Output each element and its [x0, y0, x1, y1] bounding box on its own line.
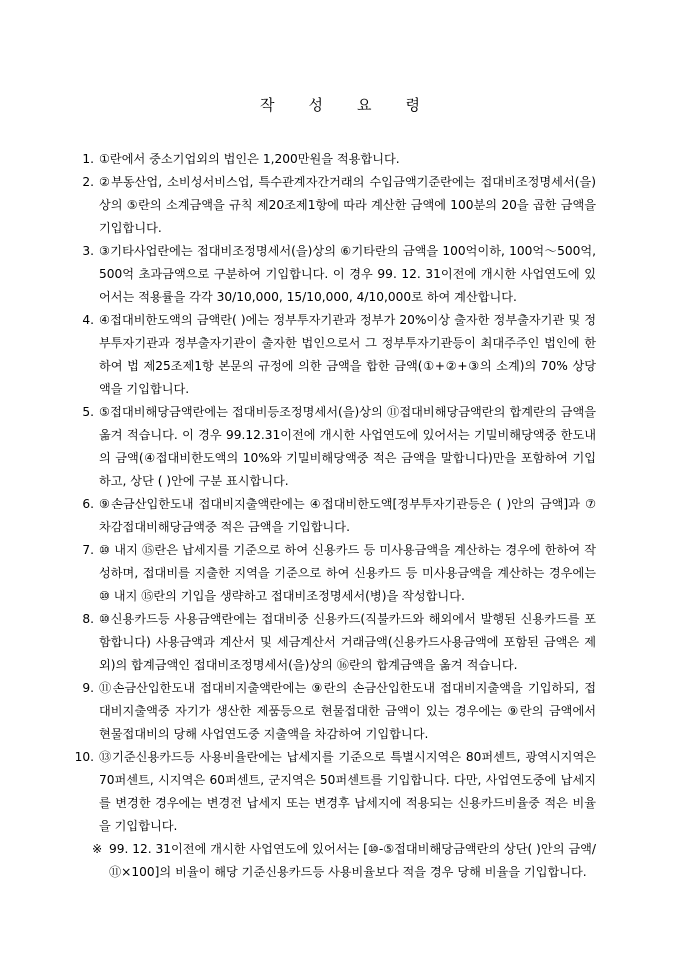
- list-item: [0, 493, 596, 539]
- list-item: [0, 539, 596, 608]
- title-char: 요: [357, 96, 372, 114]
- instruction-list: [0, 148, 680, 884]
- item-number: 7.: [82, 543, 94, 557]
- note-mark: ※: [92, 842, 103, 856]
- item-number: 3.: [82, 244, 94, 258]
- list-item: [0, 148, 596, 171]
- list-item: [0, 677, 596, 746]
- item-text: ⑨손금산입한도내 접대비지출액란에는 ④접대비한도액[정부투자기관등은 ( )안의 금액]과 ⑦차감접대비해당금액중 적은 금액을 기입합니다.: [99, 497, 596, 534]
- list-item: [0, 608, 596, 677]
- list-item: [0, 401, 596, 493]
- item-number: 8.: [82, 612, 94, 626]
- title-char: 성: [308, 96, 323, 114]
- page-title: [0, 94, 680, 115]
- item-text: ①란에서 중소기업외의 법인은 1,200만원을 적용합니다.: [99, 152, 400, 166]
- item-number: 10.: [74, 750, 94, 764]
- list-item: [0, 240, 596, 309]
- item-text: ⑬기준신용카드등 사용비율란에는 납세지를 기준으로 특별시지역은 80퍼센트, 광역시지역은 70퍼센트, 시지역은 60퍼센트, 군지역은 50퍼센트를 기입합니다. 다만, 사업연도중에 납세지를 변경한 경우에는 변경전 납세지 또는 변경후 납세지에 적용되는 신용카드비율중 적은 비율을 기입합니다.: [99, 750, 596, 833]
- item-number: 5.: [82, 405, 94, 419]
- item-text: ⑪손금산입한도내 접대비지출액란에는 ⑨란의 손금산입한도내 접대비지출액을 기입하되, 접대비지출액중 자기가 생산한 제품등으로 현물접대한 금액이 있는 경우에는 ⑨란의 금액에서 현물접대비의 당해 사업연도중 지출액을 차감하여 기입합니다.: [99, 681, 596, 741]
- list-item: [0, 171, 596, 240]
- item-number: 9.: [82, 681, 94, 695]
- note-text: 99. 12. 31이전에 개시한 사업연도에 있어서는 [⑩-⑤접대비해당금액란의 상단( )안의 금액/⑪×100]의 비율이 해당 기준신용카드등 사용비율보다 적을 경우 당해 비율을 기입합니다.: [109, 842, 596, 879]
- list-item: [0, 309, 596, 401]
- item-text: ⑤접대비해당금액란에는 접대비등조정명세서(을)상의 ⑪접대비해당금액란의 합계란의 금액을 옮겨 적습니다. 이 경우 99.12.31이전에 개시한 사업연도에 있어서는 기밀비해당액중 한도내의 금액(④접대비한도액의 10%와 기밀비해당액중 적은 금액을 말합니다)만을 포함하여 기입하고, 상단 ( )안에 구분 표시합니다.: [99, 405, 596, 488]
- list-item: [0, 746, 596, 838]
- title-char: 작: [260, 96, 275, 114]
- item-text: ②부동산업, 소비성서비스업, 특수관계자간거래의 수입금액기준란에는 접대비조정명세서(을)상의 ⑤란의 소계금액을 규칙 제20조제1항에 따라 계산한 금액에 100분의 20을 곱한 금액을 기입합니다.: [99, 175, 596, 235]
- item-number: 2.: [82, 175, 94, 189]
- item-number: 6.: [82, 497, 94, 511]
- title-char: 령: [405, 96, 420, 114]
- item-number: 4.: [82, 313, 94, 327]
- note-paragraph: [0, 838, 596, 884]
- item-text: ⑩신용카드등 사용금액란에는 접대비중 신용카드(직불카드와 해외에서 발행된 신용카드를 포함합니다) 사용금액과 계산서 및 세금계산서 거래금액(신용카드사용금액에 포함된 금액은 제외)의 합계금액인 접대비조정명세서(을)상의 ⑯란의 합계금액을 옮겨 적습니다.: [99, 612, 596, 672]
- item-text: ③기타사업란에는 접대비조정명세서(을)상의 ⑥기타란의 금액을 100억이하, 100억～500억, 500억 초과금액으로 구분하여 기입합니다. 이 경우 99. 12. 31이전에 개시한 사업연도에 있어서는 적용률을 각각 30/10,000, 15/10,000, 4/10,000로 하여 계산합니다.: [99, 244, 596, 304]
- item-number: 1.: [82, 152, 94, 166]
- item-text: ⑩ 내지 ⑮란은 납세지를 기준으로 하여 신용카드 등 미사용금액을 계산하는 경우에 한하여 작성하며, 접대비를 지출한 지역을 기준으로 하여 신용카드 등 미사용금액을 계산하는 경우에는 ⑩ 내지 ⑮란의 기입을 생략하고 접대비조정명세서(병)을 작성합니다.: [99, 543, 596, 603]
- item-text: ④접대비한도액의 금액란( )에는 정부투자기관과 정부가 20%이상 출자한 정부출자기관 및 정부투자기관과 정부출자기관이 출자한 법인으로서 그 정부투자기관등이 최대주주인 법인에 한하여 법 제25조제1항 본문의 규정에 의한 금액을 합한 금액(①+②+③의 소계)의 70% 상당액을 기입합니다.: [99, 313, 596, 396]
